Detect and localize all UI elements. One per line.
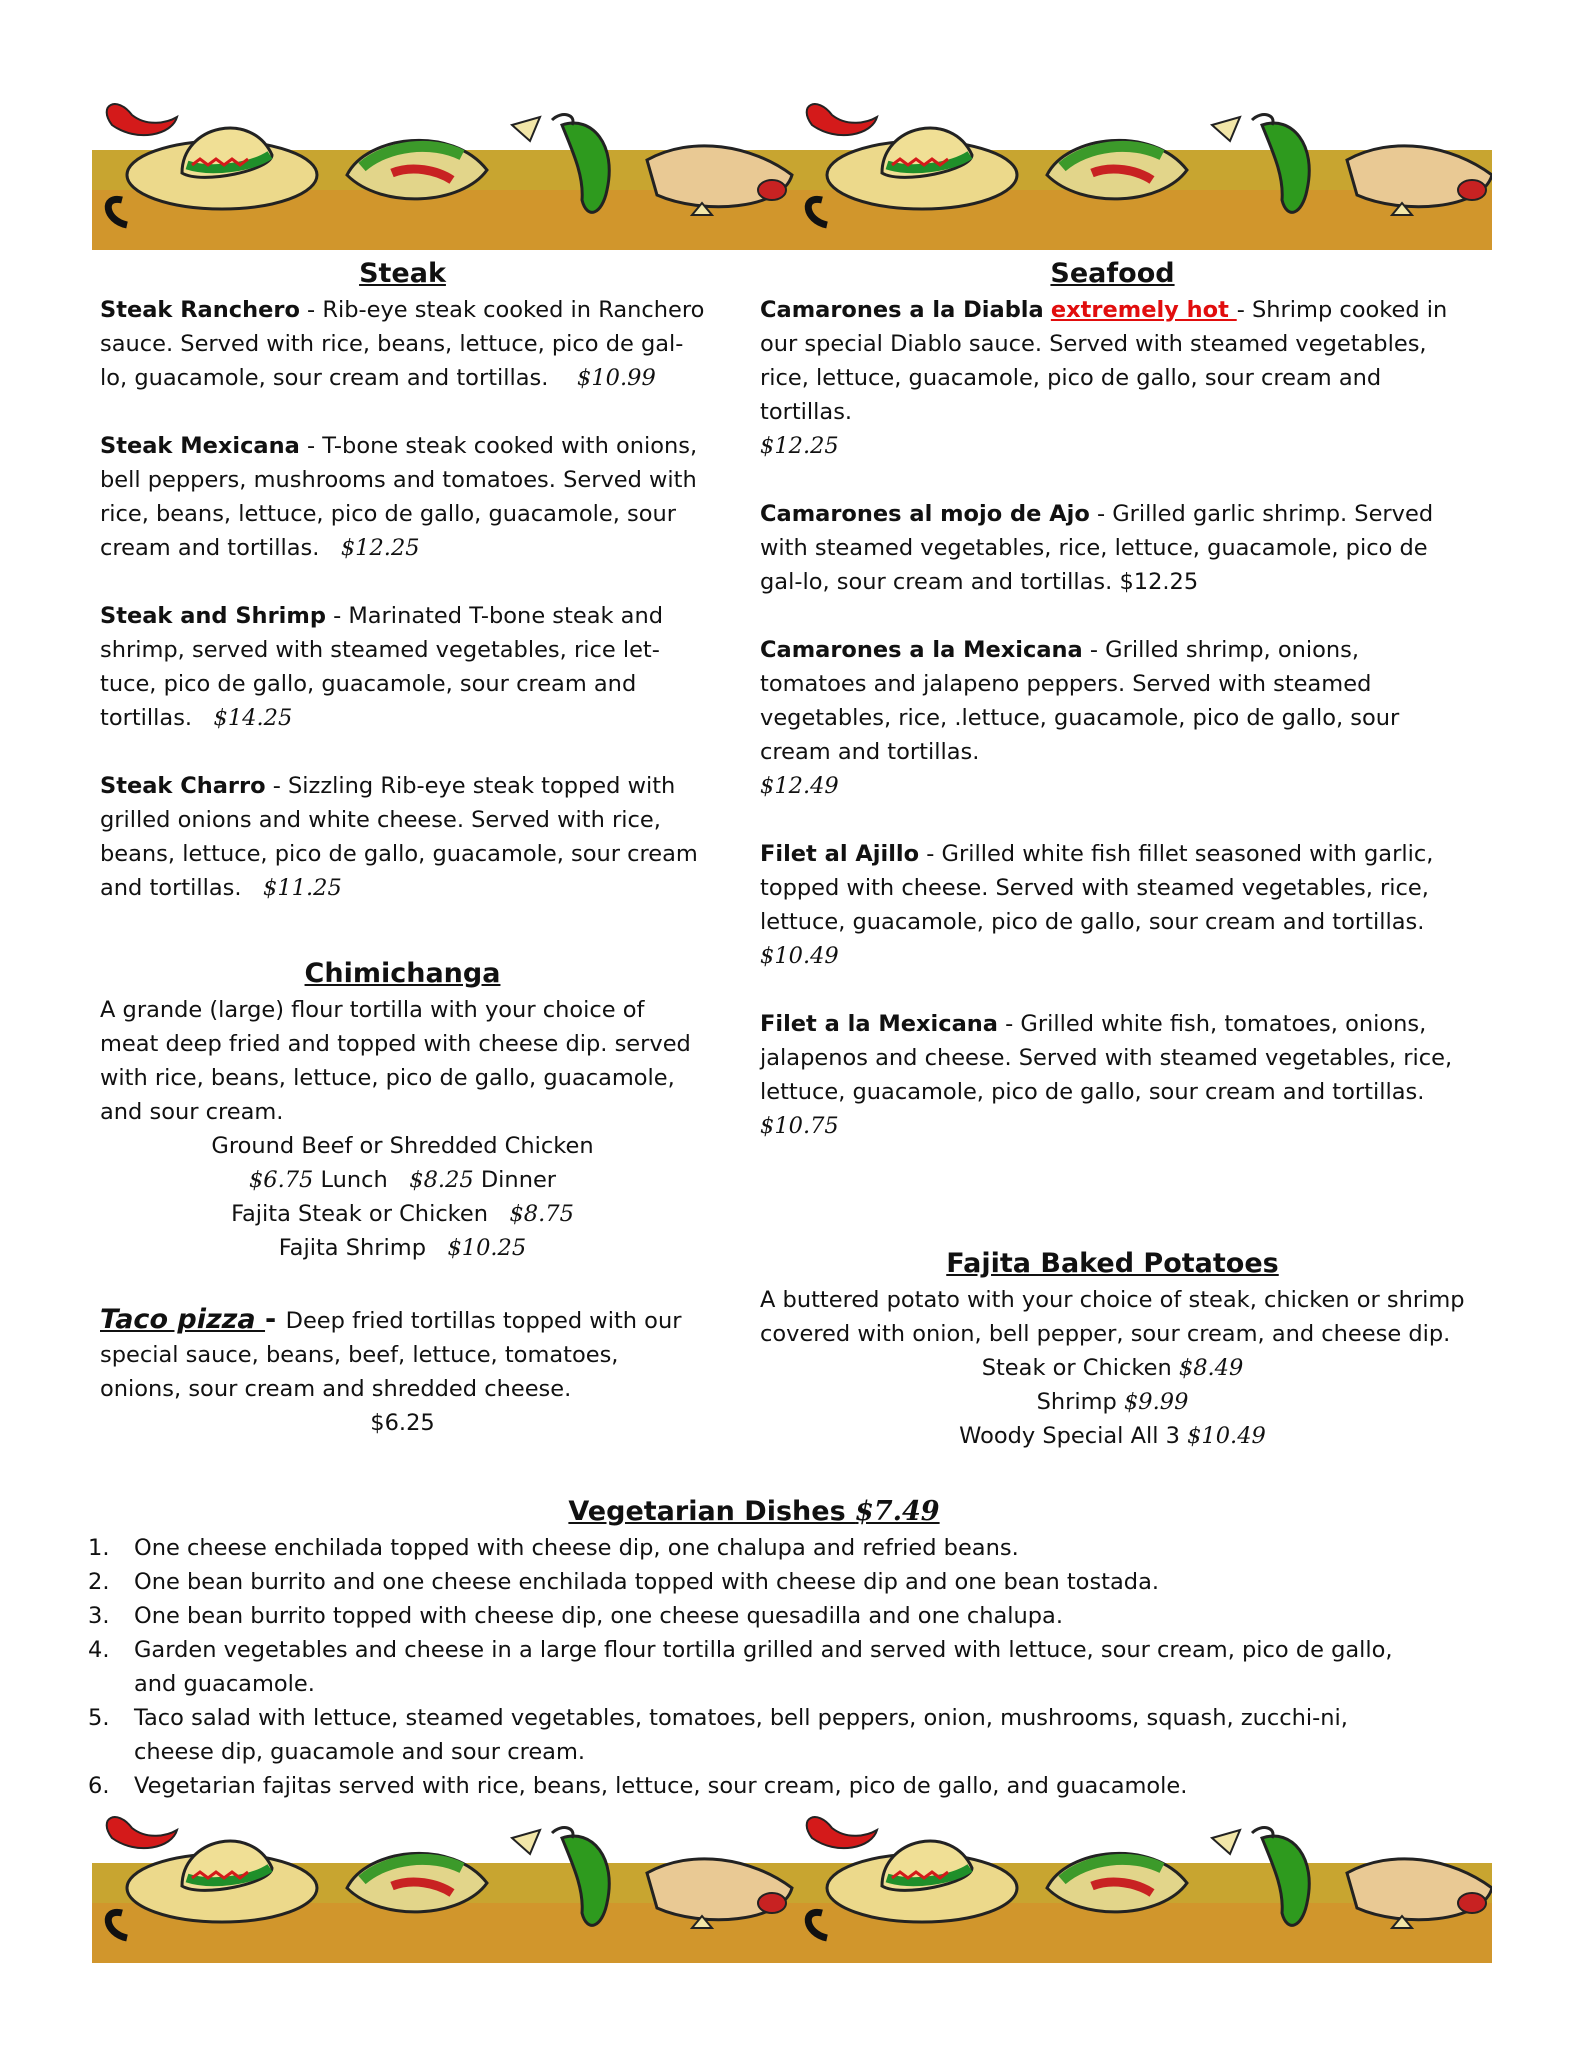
item-price: $10.75 xyxy=(760,1113,839,1139)
shrimp-label: Fajita Shrimp xyxy=(278,1235,426,1261)
chimichanga-section-title: Chimichanga xyxy=(304,958,501,989)
item-number: 3. xyxy=(88,1603,110,1629)
shrimp-label: Shrimp xyxy=(1036,1389,1124,1415)
vegetarian-title-text: Vegetarian Dishes xyxy=(568,1496,856,1527)
item-text: Garden vegetables and cheese in a large flour tortilla grilled and served with lettuce, sour cream, pico de gallo, and guacamole. xyxy=(134,1637,1393,1697)
item-text: One cheese enchilada topped with cheese dip, one chalupa and refried beans. xyxy=(134,1535,1019,1561)
item-description: Deep fried tortillas topped with our special sauce, beans, beef, lettuce, tomatoes, onions, sour cream and shredded cheese. xyxy=(100,1308,682,1402)
list-item xyxy=(84,1701,1424,1769)
item-price: $11.25 xyxy=(263,875,342,901)
steak-section-title: Steak xyxy=(359,258,446,289)
bottom-decorative-banner xyxy=(92,1808,1492,1963)
menu-item xyxy=(100,599,705,735)
item-text: Taco salad with lettuce, steamed vegetables, tomatoes, bell peppers, onion, mushrooms, squash, zucchi-ni, cheese dip, guacamole and sour cream. xyxy=(134,1705,1348,1765)
item-description: - Marinated T-bone steak and shrimp, served with steamed vegetables, rice let-tuce, pico de gallo, guacamole, sour cream and tortillas. xyxy=(100,603,663,731)
chimichanga-options xyxy=(100,1129,705,1265)
top-decorative-banner xyxy=(92,95,1492,250)
item-name: Taco pizza xyxy=(100,1304,266,1335)
item-description: - Sizzling Rib-eye steak topped with grilled onions and white cheese. Served with rice, beans, lettuce, pico de gallo, guacamole, sour cream and tortillas. xyxy=(100,773,698,901)
item-name: Camarones a la Diabla xyxy=(760,297,1044,323)
item-number: 4. xyxy=(88,1637,110,1663)
woody-label: Woody Special All 3 xyxy=(959,1423,1188,1449)
spicy-warning: extremely hot xyxy=(1050,297,1237,323)
vegetarian-list xyxy=(84,1531,1424,1803)
menu-item xyxy=(760,497,1465,599)
woody-price: $10.49 xyxy=(1187,1423,1266,1449)
fajita-potatoes-section-title: Fajita Baked Potatoes xyxy=(946,1248,1279,1279)
item-description: - Grilled white fish, tomatoes, onions, jalapenos and cheese. Served with steamed vegetables, rice, lettuce, guacamole, pico de gallo, sour cream and tortillas. xyxy=(760,1011,1453,1105)
item-price: $12.49 xyxy=(760,773,839,799)
item-number: 1. xyxy=(88,1535,110,1561)
seafood-section-title: Seafood xyxy=(1050,258,1175,289)
list-item xyxy=(84,1633,1424,1701)
item-number: 6. xyxy=(88,1773,110,1799)
fajita-label: Fajita Steak or Chicken xyxy=(231,1201,489,1227)
item-dash: - xyxy=(265,1304,286,1335)
list-item xyxy=(84,1599,1424,1633)
item-name: Filet a la Mexicana xyxy=(760,1011,998,1037)
item-description: - T-bone steak cooked with onions, bell peppers, mushrooms and tomatoes. Served with rice, beans, lettuce, pico de gallo, guacamole, sour cream and tortillas. xyxy=(100,433,698,561)
list-item xyxy=(84,1531,1424,1565)
menu-item xyxy=(760,633,1465,803)
vegetarian-section xyxy=(84,1493,1424,1803)
menu-item xyxy=(760,1007,1465,1143)
item-description: - Grilled shrimp, onions, tomatoes and jalapeno peppers. Served with steamed vegetables, rice, .lettuce, guacamole, pico de gallo, sour cream and tortillas. xyxy=(760,637,1400,765)
item-name: Steak Ranchero xyxy=(100,297,300,323)
item-price: $10.99 xyxy=(577,365,656,391)
taco-pizza-item xyxy=(100,1303,705,1440)
item-text: One bean burrito and one cheese enchilada topped with cheese dip and one bean tostada. xyxy=(134,1569,1160,1595)
steak-label: Steak or Chicken xyxy=(981,1355,1179,1381)
chimichanga-shrimp-line xyxy=(100,1231,705,1265)
right-column xyxy=(760,255,1465,1453)
item-description: - Rib-eye steak cooked in Ranchero sauce. Served with rice, beans, lettuce, pico de gal-lo, guacamole, sour cream and tortillas. xyxy=(100,297,705,391)
item-description: - Shrimp cooked in our special Diablo sauce. Served with steamed vegetables, rice, lettuce, guacamole, pico de gallo, sour cream and tortillas. xyxy=(760,297,1448,425)
item-description: - Grilled garlic shrimp. Served with steamed vegetables, rice, lettuce, guacamole, pico de gal-lo, sour cream and tortillas. $12.25 xyxy=(760,501,1434,595)
fajita-potatoes-options xyxy=(760,1351,1465,1453)
item-number: 5. xyxy=(88,1705,110,1731)
item-name: Camarones a la Mexicana xyxy=(760,637,1083,663)
item-price: $12.25 xyxy=(340,535,420,561)
lunch-price: $6.75 xyxy=(248,1167,314,1193)
menu-item xyxy=(760,837,1465,973)
item-description: - Grilled white fish fillet seasoned with garlic, topped with cheese. Served with steamed vegetables, rice, lettuce, guacamole, pico de gallo, sour cream and tortillas. xyxy=(760,841,1434,935)
vegetarian-section-title xyxy=(84,1493,1424,1531)
menu-item xyxy=(100,429,705,565)
potato-option-line xyxy=(760,1385,1465,1419)
vegetarian-price: $7.49 xyxy=(855,1496,940,1527)
item-name: Filet al Ajillo xyxy=(760,841,920,867)
dinner-label: Dinner xyxy=(473,1167,557,1193)
potato-option-line xyxy=(760,1351,1465,1385)
item-price: $14.25 xyxy=(213,705,293,731)
menu-item xyxy=(760,293,1465,463)
list-item xyxy=(84,1565,1424,1599)
potato-option-line xyxy=(760,1419,1465,1453)
item-price: $10.49 xyxy=(760,943,839,969)
chimichanga-fajita-line xyxy=(100,1197,705,1231)
item-name: Steak and Shrimp xyxy=(100,603,326,629)
shrimp-price: $9.99 xyxy=(1123,1389,1189,1415)
left-column xyxy=(100,255,705,1440)
list-item xyxy=(84,1769,1424,1803)
item-name: Steak Mexicana xyxy=(100,433,300,459)
dinner-price: $8.25 xyxy=(409,1167,474,1193)
item-price: $6.25 xyxy=(370,1410,435,1436)
fajita-price: $8.75 xyxy=(509,1201,574,1227)
item-name: Camarones al mojo de Ajo xyxy=(760,501,1090,527)
lunch-label: Lunch xyxy=(313,1167,388,1193)
item-price: $12.25 xyxy=(760,433,839,459)
menu-item xyxy=(100,293,705,395)
shrimp-price: $10.25 xyxy=(447,1235,527,1261)
chimichanga-option-line: Ground Beef or Shredded Chicken xyxy=(211,1133,594,1159)
fajita-potatoes-description: A buttered potato with your choice of steak, chicken or shrimp covered with onion, bell pepper, sour cream, and cheese dip. xyxy=(760,1287,1465,1347)
chimichanga-price-line xyxy=(100,1163,705,1197)
steak-price: $8.49 xyxy=(1178,1355,1244,1381)
item-text: One bean burrito topped with cheese dip, one cheese quesadilla and one chalupa. xyxy=(134,1603,1063,1629)
item-text: Vegetarian fajitas served with rice, beans, lettuce, sour cream, pico de gallo, and guacamole. xyxy=(134,1773,1188,1799)
chimichanga-description: A grande (large) flour tortilla with your choice of meat deep fried and topped with cheese dip. served with rice, beans, lettuce, pico de gallo, guacamole, and sour cream. xyxy=(100,997,691,1125)
item-name: Steak Charro xyxy=(100,773,266,799)
menu-item xyxy=(100,769,705,905)
item-number: 2. xyxy=(88,1569,110,1595)
